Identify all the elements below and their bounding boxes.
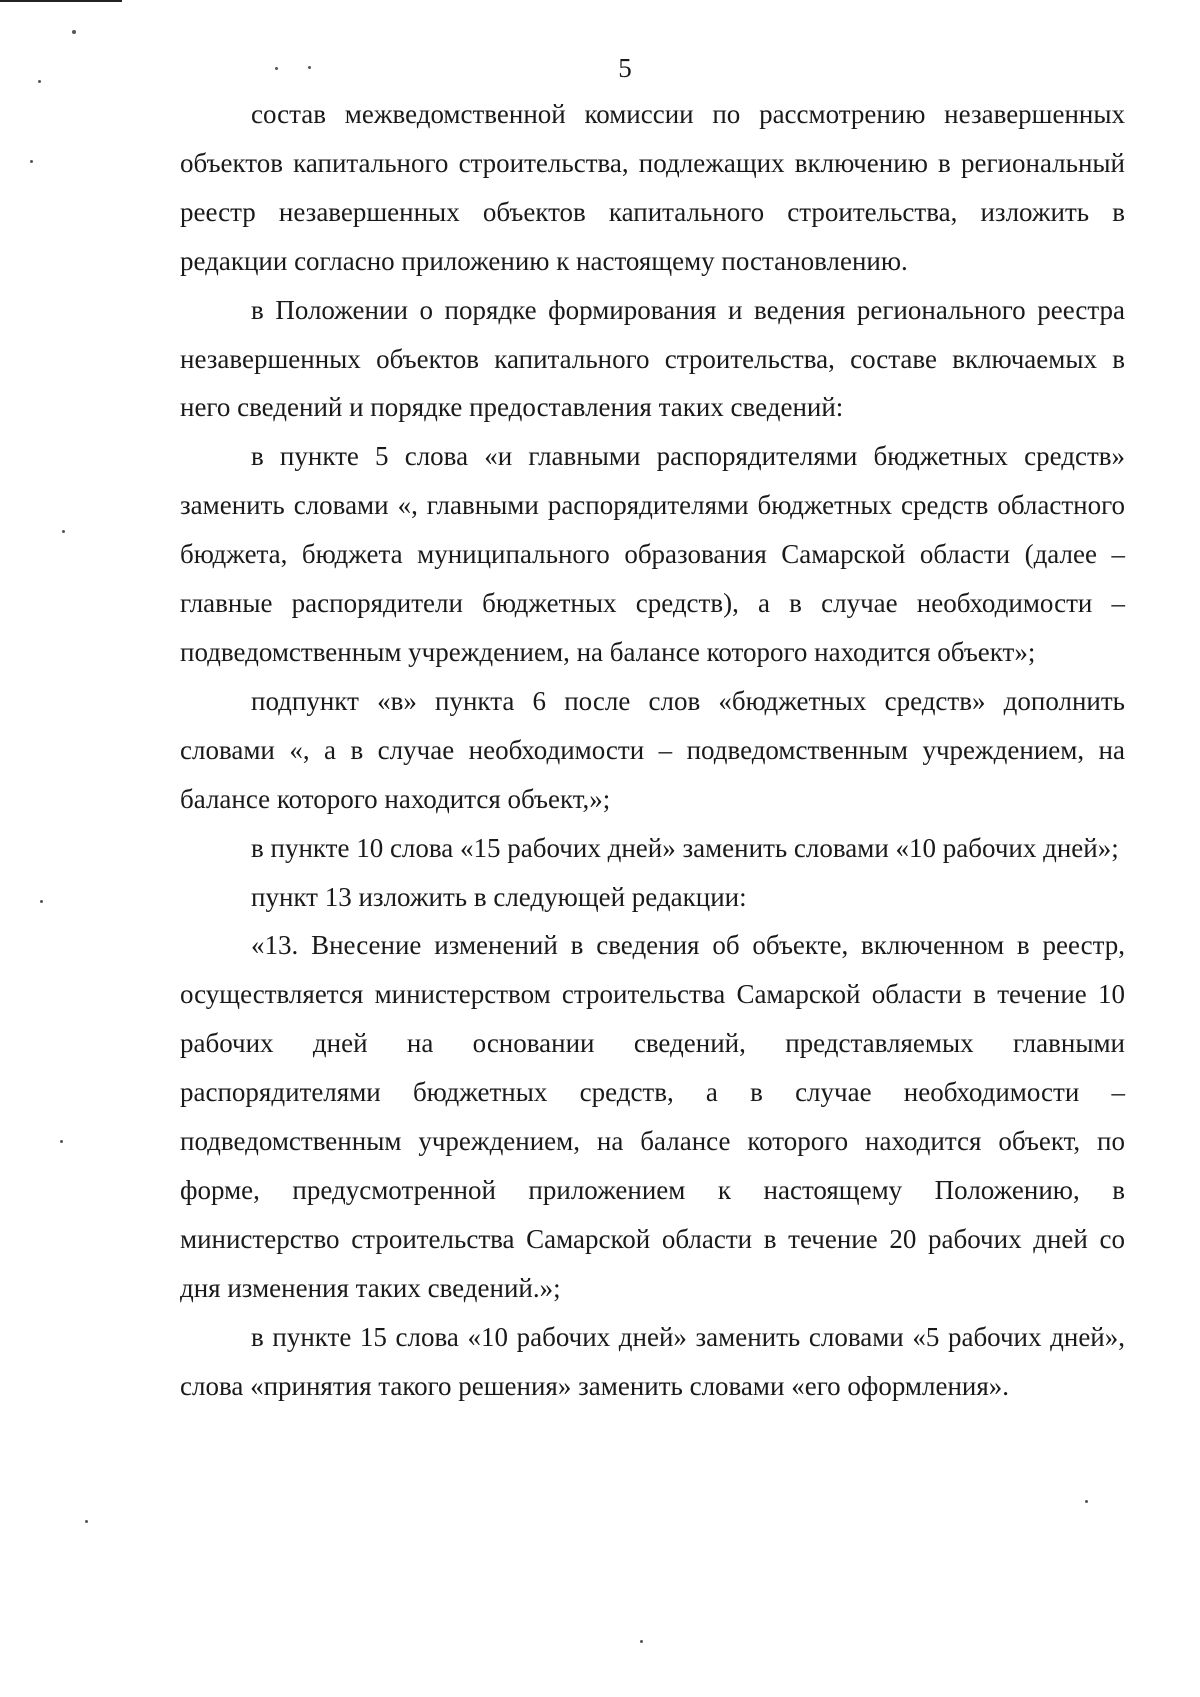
scan-speck: [308, 66, 311, 69]
paragraph-item-13-text: «13. Внесение изменений в сведения об объекте, включенном в реестр, осуществляется министерством строительства Самарской области в течение 10 рабочих дней на основании сведений, представляемых главными распорядителями бюджетных средств, а в случае необходимости – подведомственным учреждением, на балансе которого находится объект, по форме, предусмотренной приложением к настоящему Положению, в министерство строительства Самарской области в течение 20 рабочих дней со дня изменения таких сведений.»;: [180, 930, 1125, 1303]
paragraph-item-5: в пункте 5 слова «и главными распорядителями бюджетных средств» заменить словами «, главными распорядителями бюджетных средств областного бюджета, бюджета муниципального образования Самарской области (далее – главные распорядители бюджетных средств), а в случае необходимости – подведомственным учреждением, на балансе которого находится объект»;: [180, 441, 1125, 667]
scan-speck: [72, 30, 76, 34]
scan-speck: [62, 530, 65, 533]
paragraph-item-15: в пункте 15 слова «10 рабочих дней» заменить словами «5 рабочих дней», слова «принятия такого решения» заменить словами «его оформления».: [180, 1321, 1125, 1401]
paragraph-item-6: подпункт «в» пункта 6 после слов «бюджетных средств» дополнить словами «, а в случае необходимости – подведомственным учреждением, на балансе которого находится объект,»;: [180, 685, 1125, 814]
scan-speck: [640, 1640, 643, 1643]
paragraph-item-13-intro: пункт 13 изложить в следующей редакции:: [251, 881, 747, 912]
scan-speck: [85, 1520, 88, 1523]
scan-speck: [275, 67, 278, 70]
scan-speck: [60, 1140, 63, 1143]
paragraph-commission-composition: состав межведомственной комиссии по рассмотрению незавершенных объектов капитального строительства, подлежащих включению в региональный реестр незавершенных объектов капитального строительства, изложить в редакции согласно приложению к настоящему постановлению.: [180, 99, 1125, 276]
paragraph-item-10: в пункте 10 слова «15 рабочих дней» заменить словами «10 рабочих дней»;: [251, 832, 1119, 863]
scan-speck: [30, 160, 33, 163]
scan-edge-line: [0, 0, 122, 2]
scan-speck: [1085, 1500, 1088, 1503]
document-body: [180, 90, 1125, 1410]
scan-speck: [38, 80, 41, 83]
paragraph-regulation-intro: в Положении о порядке формирования и ведения регионального реестра незавершенных объектов капитального строительства, составе включаемых в него сведений и порядке предоставления таких сведений:: [180, 294, 1125, 423]
page-number: 5: [618, 53, 632, 83]
scan-speck: [40, 900, 43, 903]
